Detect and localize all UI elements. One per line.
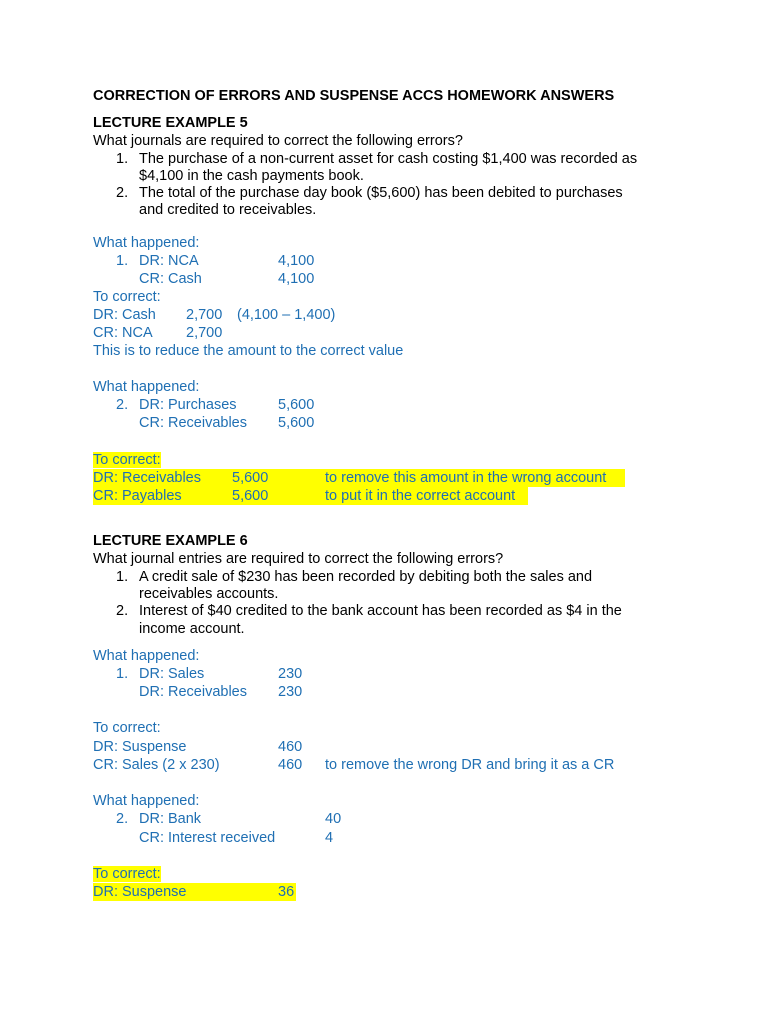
journal-amount: 40 — [325, 811, 342, 827]
example5-item2-text: The total of the purchase day book ($5,600) has been debited to purchases — [139, 185, 623, 201]
example5-heading: LECTURE EXAMPLE 5 — [93, 115, 248, 131]
ex6-to-correct-2-label — [93, 865, 161, 883]
journal-amount: 230 — [278, 666, 303, 682]
journal-amount: 5,600 — [232, 488, 269, 504]
journal-amount: 4 — [325, 830, 334, 846]
ex5-what-happened-1-number: 1. — [116, 253, 129, 269]
example5-item1-number: 1. — [116, 151, 129, 167]
to-correct-label-highlight: To correct: — [93, 866, 161, 882]
example5-item1-text: The purchase of a non-current asset for cash costing $1,400 was recorded as — [139, 151, 638, 167]
journal-amount: 5,600 — [278, 397, 315, 413]
ex5-what-happened-2-label: What happened: — [93, 379, 200, 395]
ex5-to-correct-1-label: To correct: — [93, 289, 161, 305]
journal-account: CR: Sales (2 x 230) — [93, 757, 220, 773]
document-title: CORRECTION OF ERRORS AND SUSPENSE ACCS HOMEWORK ANSWERS — [93, 88, 615, 104]
ex6-what-happened-2-label: What happened: — [93, 793, 200, 809]
example6-heading: LECTURE EXAMPLE 6 — [93, 533, 248, 549]
journal-account: CR: NCA — [93, 325, 153, 341]
journal-account: CR: Cash — [139, 271, 202, 287]
journal-account: DR: Suspense — [93, 739, 187, 755]
journal-note: to put it in the correct account — [325, 488, 516, 504]
journal-note: to remove this amount in the wrong account — [325, 470, 607, 486]
example6-item1-text-cont: receivables accounts. — [139, 586, 279, 602]
ex6-what-happened-2-number: 2. — [116, 811, 129, 827]
ex5-correction-cr-row — [93, 487, 528, 505]
journal-amount: 5,600 — [278, 415, 315, 431]
journal-account: DR: Receivables — [139, 684, 247, 700]
journal-amount: 4,100 — [278, 253, 315, 269]
ex6-what-happened-1-number: 1. — [116, 666, 129, 682]
journal-amount: 5,600 — [232, 470, 269, 486]
to-correct-label-highlight: To correct: — [93, 452, 161, 468]
journal-account: DR: NCA — [139, 253, 199, 269]
journal-amount: 460 — [278, 757, 303, 773]
journal-amount: 4,100 — [278, 271, 315, 287]
journal-account: CR: Receivables — [139, 415, 247, 431]
ex6-to-correct-1-label: To correct: — [93, 720, 161, 736]
journal-amount: 2,700 — [186, 325, 223, 341]
journal-account: DR: Cash — [93, 307, 156, 323]
example6-item2-number: 2. — [116, 603, 129, 619]
journal-account: DR: Bank — [139, 811, 202, 827]
journal-account: DR: Suspense — [93, 884, 187, 900]
journal-account: CR: Payables — [93, 488, 182, 504]
journal-amount: 230 — [278, 684, 303, 700]
ex5-to-correct-2-label — [93, 451, 161, 469]
example6-item2-text-cont: income account. — [139, 621, 245, 637]
example5-item2-text-cont: and credited to receivables. — [139, 202, 317, 218]
example6-item2-text: Interest of $40 credited to the bank account has been recorded as $4 in the — [139, 603, 622, 619]
ex5-what-happened-2-number: 2. — [116, 397, 129, 413]
ex5-what-happened-1-label: What happened: — [93, 235, 200, 251]
ex6-correction-dr-row — [93, 883, 296, 901]
example5-item1-text-cont: $4,100 in the cash payments book. — [139, 168, 364, 184]
example5-question: What journals are required to correct the following errors? — [93, 133, 463, 149]
journal-account: CR: Interest received — [139, 830, 276, 846]
journal-account: DR: Sales — [139, 666, 205, 682]
ex5-correction-dr-row — [93, 469, 625, 487]
example6-item1-number: 1. — [116, 569, 129, 585]
ex6-what-happened-1-label: What happened: — [93, 648, 200, 664]
journal-note: (4,100 – 1,400) — [237, 307, 336, 323]
example5-item2-number: 2. — [116, 185, 129, 201]
journal-amount: 460 — [278, 739, 303, 755]
journal-amount: 2,700 — [186, 307, 223, 323]
example6-item1-text: A credit sale of $230 has been recorded by debiting both the sales and — [139, 569, 593, 585]
example6-question: What journal entries are required to correct the following errors? — [93, 551, 504, 567]
journal-account: DR: Purchases — [139, 397, 237, 413]
journal-amount: 36 — [278, 884, 295, 900]
journal-account: DR: Receivables — [93, 470, 201, 486]
journal-note: to remove the wrong DR and bring it as a CR — [325, 757, 615, 773]
ex5-correction-explanation: This is to reduce the amount to the correct value — [93, 343, 404, 359]
